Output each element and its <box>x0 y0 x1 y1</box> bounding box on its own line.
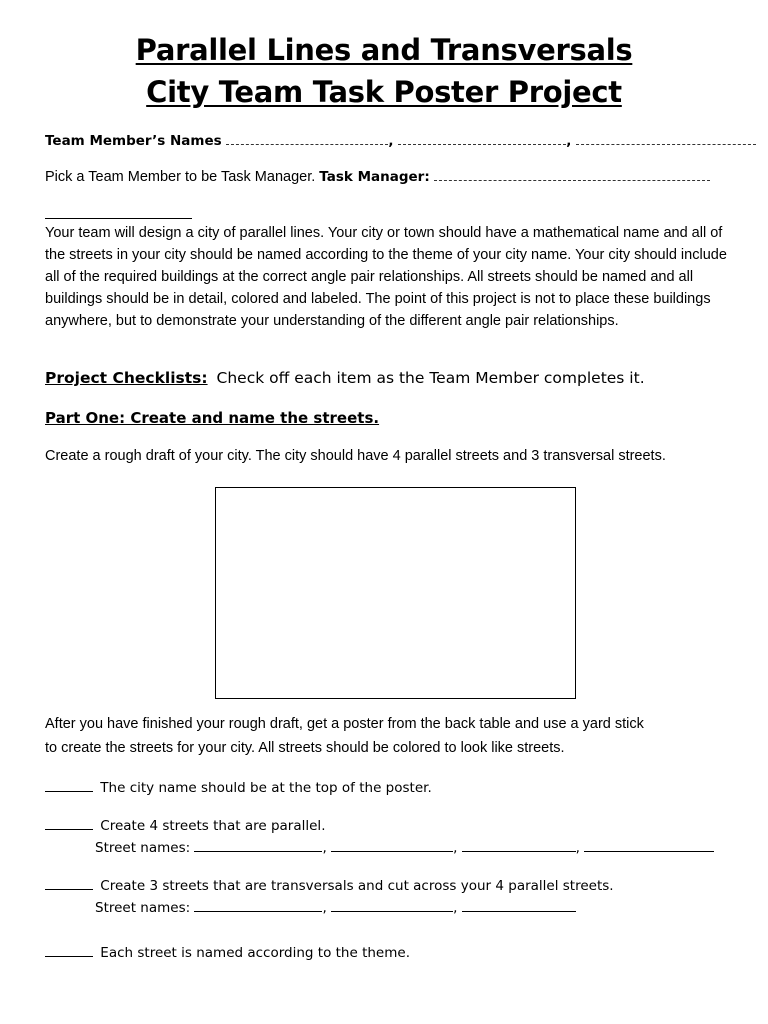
checklists-row <box>45 369 645 387</box>
checklists-text: Check off each item as the Team Member completes it. <box>216 369 645 387</box>
street-names-label: Street names: <box>95 900 191 916</box>
checklist-item-text: Create 4 streets that are parallel. <box>100 818 326 834</box>
section-rule <box>45 218 192 219</box>
street-name-blank[interactable] <box>584 851 714 852</box>
page-title: Parallel Lines and Transversals <box>135 33 633 67</box>
checklist-item-parallel-streets <box>45 818 325 834</box>
task-manager-blank[interactable] <box>434 179 710 181</box>
task-manager-row <box>45 169 710 185</box>
street-sep: , <box>453 900 458 916</box>
street-sep: , <box>322 840 327 856</box>
street-name-blank[interactable] <box>331 911 453 912</box>
team-names-row <box>45 133 756 149</box>
checklists-label: Project Checklists: <box>45 369 208 387</box>
after-draft-line2: to create the streets for your city. All streets should be colored to look like streets. <box>45 740 565 756</box>
checklist-item-city-name <box>45 780 432 796</box>
street-sep: , <box>575 840 580 856</box>
checklist-check-blank[interactable] <box>45 791 93 792</box>
street-sep: , <box>453 840 458 856</box>
task-manager-label: Task Manager: <box>319 169 430 185</box>
transversal-street-names-row <box>95 900 576 916</box>
street-names-label: Street names: <box>95 840 191 856</box>
rough-draft-box[interactable] <box>215 487 576 699</box>
checklist-check-blank[interactable] <box>45 889 93 890</box>
street-name-blank[interactable] <box>194 911 322 912</box>
team-member-3-blank[interactable] <box>576 143 756 145</box>
team-sep-1: , <box>388 133 394 149</box>
checklist-item-theme <box>45 945 410 961</box>
after-draft-line1: After you have finished your rough draft, get a poster from the back table and use a yard stick <box>45 716 644 732</box>
checklist-check-blank[interactable] <box>45 829 93 830</box>
team-member-1-blank[interactable] <box>226 143 388 145</box>
team-names-label: Team Member’s Names <box>45 133 222 149</box>
pick-manager-text: Pick a Team Member to be Task Manager. <box>45 169 316 185</box>
street-name-blank[interactable] <box>462 851 576 852</box>
page-subtitle: City Team Task Poster Project <box>146 75 622 109</box>
checklist-item-text: Each street is named according to the theme. <box>100 945 410 961</box>
checklist-item-transversal-streets <box>45 878 614 894</box>
checklist-item-text: The city name should be at the top of the poster. <box>100 780 432 796</box>
rough-draft-text: Create a rough draft of your city. The city should have 4 parallel streets and 3 transversal streets. <box>45 448 666 464</box>
checklist-check-blank[interactable] <box>45 956 93 957</box>
street-name-blank[interactable] <box>194 851 322 852</box>
team-member-2-blank[interactable] <box>398 143 566 145</box>
parallel-street-names-row <box>95 840 714 856</box>
team-sep-2: , <box>566 133 572 149</box>
street-name-blank[interactable] <box>462 911 576 912</box>
intro-paragraph: Your team will design a city of parallel lines. Your city or town should have a mathematical name and all of the streets in your city should be named according to the theme of your city name. Your city should include all of the required buildings at the correct angle pair relationships. All streets should be named and all buildings should be in detail, colored and labeled. The point of this project is not to place these buildings anywhere, but to demonstrate your understanding of the different angle pair relationships. <box>45 225 727 329</box>
checklist-item-text: Create 3 streets that are transversals and cut across your 4 parallel streets. <box>100 878 614 894</box>
part-one-heading: Part One: Create and name the streets. <box>45 409 380 427</box>
street-sep: , <box>322 900 327 916</box>
street-name-blank[interactable] <box>331 851 453 852</box>
